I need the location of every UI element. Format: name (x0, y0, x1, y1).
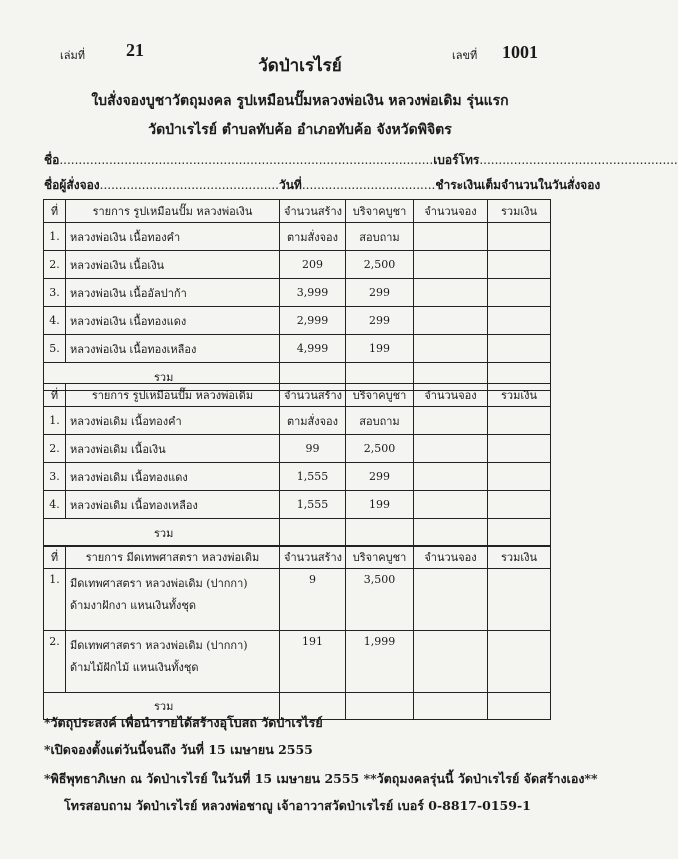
row-made: 191 (280, 631, 346, 693)
col-made: จำนวนสร้าง (280, 546, 346, 569)
col-no: ที่ (44, 384, 66, 407)
row-qty-input[interactable] (414, 307, 488, 335)
row-no: 4. (44, 307, 66, 335)
row-made: 209 (280, 251, 346, 279)
row-price: 2,500 (346, 435, 414, 463)
table-row (44, 631, 551, 693)
row-price: 3,500 (346, 569, 414, 631)
col-no: ที่ (44, 200, 66, 223)
row-total-input[interactable] (488, 569, 551, 631)
row-no: 2. (44, 251, 66, 279)
page-title: วัดป่าเรไรย์ (258, 56, 342, 76)
col-made: จำนวนสร้าง (280, 384, 346, 407)
row-item: หลวงพ่อเดิม เนื้อทองคำ (66, 407, 280, 435)
row-total-input[interactable] (488, 251, 551, 279)
phone-label: เบอร์โทร (433, 153, 480, 167)
row-made: 1,555 (280, 491, 346, 519)
row-made: 99 (280, 435, 346, 463)
col-total: รวมเงิน (488, 200, 551, 223)
row-total-input[interactable] (488, 335, 551, 363)
table-row (44, 435, 551, 463)
col-price: บริจาคบูชา (346, 200, 414, 223)
row-item: หลวงพ่อเงิน เนื้อทองคำ (66, 223, 280, 251)
row-item: หลวงพ่อเงิน เนื้อทองเหลือง (66, 335, 280, 363)
table-row (44, 569, 551, 631)
col-item: รายการ รูปเหมือนปั๊ม หลวงพ่อเงิน (66, 200, 280, 223)
phone-field[interactable]: .................................................... (479, 153, 678, 167)
row-qty-input[interactable] (414, 569, 488, 631)
table-row (44, 251, 551, 279)
table-row (44, 335, 551, 363)
row-no: 2. (44, 435, 66, 463)
table-row (44, 407, 551, 435)
row-qty-input[interactable] (414, 279, 488, 307)
book-number-label: เล่มที่ (60, 49, 86, 62)
orderer-label: ชื่อผู้สั่งจอง (44, 178, 100, 192)
total-qty-input[interactable] (414, 519, 488, 547)
col-item: รายการ รูปเหมือนปั๊ม หลวงพ่อเดิม (66, 384, 280, 407)
row-total-input[interactable] (488, 631, 551, 693)
row-item (66, 631, 280, 693)
row-item-line1: มีดเทพศาสตรา หลวงพ่อเดิม (ปากกา) (70, 577, 248, 590)
row-price: 1,999 (346, 631, 414, 693)
row-no: 5. (44, 335, 66, 363)
col-total: รวมเงิน (488, 384, 551, 407)
row-item (66, 569, 280, 631)
table-knife (43, 545, 551, 720)
row-total-input[interactable] (488, 223, 551, 251)
row-no: 2. (44, 631, 66, 693)
col-no: ที่ (44, 546, 66, 569)
table-row (44, 279, 551, 307)
row-total-input[interactable] (488, 435, 551, 463)
row-made: 2,999 (280, 307, 346, 335)
table-row (44, 463, 551, 491)
row-no: 1. (44, 223, 66, 251)
col-made: จำนวนสร้าง (280, 200, 346, 223)
row-item-line2: ด้ามงาฝักงา แหนเงินทั้งชุด (70, 599, 197, 612)
col-qty: จำนวนจอง (414, 384, 488, 407)
row-item-line2: ด้ามไม้ฝักไม้ แหนเงินทั้งชุด (70, 661, 199, 674)
name-field[interactable]: .................................................................................................. (59, 153, 434, 167)
table-total-row (44, 519, 551, 547)
table-row (44, 491, 551, 519)
table-luang-pho-doem (43, 383, 551, 547)
row-price: 199 (346, 335, 414, 363)
row-no: 3. (44, 279, 66, 307)
form-subtitle: ใบสั่งจองบูชาวัตถุมงคล รูปเหมือนปั๊มหลวงพ่อเงิน หลวงพ่อเดิม รุ่นแรก (91, 93, 509, 109)
note-purpose: *วัตถุประสงค์ เพื่อนำรายได้สร้างอุโบสถ วัดป่าเรไรย์ (44, 715, 323, 730)
row-total-input[interactable] (488, 491, 551, 519)
total-label: รวม (44, 519, 280, 547)
row-made: 1,555 (280, 463, 346, 491)
total-sum-input[interactable] (488, 519, 551, 547)
note-ceremony: *พิธีพุทธาภิเษก ณ วัดป่าเรไรย์ ในวันที่ 15 เมษายน 2555 **วัตถุมงคลรุ่นนี้ วัดป่าเรไรย์ จัดสร้างเอง** (44, 771, 598, 786)
note-contact: โทรสอบถาม วัดป่าเรไรย์ หลวงพ่อชาญู เจ้าอาวาสวัดป่าเรไรย์ เบอร์ 0-8817-0159-1 (64, 798, 531, 813)
row-no: 1. (44, 569, 66, 631)
row-made: 4,999 (280, 335, 346, 363)
row-price: สอบถาม (346, 223, 414, 251)
table-header-row (44, 384, 551, 407)
row-no: 1. (44, 407, 66, 435)
temple-address: วัดป่าเรไรย์ ตำบลทับค้อ อำเภอทับค้อ จังหวัดพิจิตร (148, 122, 452, 138)
row-price: 199 (346, 491, 414, 519)
row-price: 299 (346, 307, 414, 335)
note-booking-period: *เปิดจองตั้งแต่วันนี้จนถึง วันที่ 15 เมษายน 2555 (44, 742, 313, 757)
row-qty-input[interactable] (414, 335, 488, 363)
row-item: หลวงพ่อเงิน เนื้ออัลปาก้า (66, 279, 280, 307)
table-row (44, 307, 551, 335)
row-qty-input[interactable] (414, 223, 488, 251)
row-item: หลวงพ่อเดิม เนื้อทองแดง (66, 463, 280, 491)
row-item: หลวงพ่อเดิม เนื้อเงิน (66, 435, 280, 463)
col-qty: จำนวนจอง (414, 546, 488, 569)
row-price: 299 (346, 279, 414, 307)
col-price: บริจาคบูชา (346, 546, 414, 569)
row-total-input[interactable] (488, 307, 551, 335)
total-sum-input[interactable] (488, 693, 551, 720)
row-made: 3,999 (280, 279, 346, 307)
row-no: 3. (44, 463, 66, 491)
row-qty-input[interactable] (414, 491, 488, 519)
col-price: บริจาคบูชา (346, 384, 414, 407)
total-label: รวม (44, 693, 280, 720)
row-item-line1: มีดเทพศาสตรา หลวงพ่อเดิม (ปากกา) (70, 639, 248, 652)
row-made: 9 (280, 569, 346, 631)
row-price: 2,500 (346, 251, 414, 279)
date-label: วันที่ (278, 178, 302, 192)
name-phone-line (44, 151, 678, 170)
table-row (44, 223, 551, 251)
form-number: 1001 (502, 42, 538, 62)
row-total-input[interactable] (488, 407, 551, 435)
table-header-row (44, 546, 551, 569)
row-price: 299 (346, 463, 414, 491)
row-item: หลวงพ่อเดิม เนื้อทองเหลือง (66, 491, 280, 519)
orderer-field[interactable]: ............................................... (99, 178, 279, 192)
col-qty: จำนวนจอง (414, 200, 488, 223)
row-qty-input[interactable] (414, 463, 488, 491)
table-header-row (44, 200, 551, 223)
row-made: ตามสั่งจอง (280, 223, 346, 251)
date-field[interactable]: ................................... (301, 178, 436, 192)
row-total-input[interactable] (488, 463, 551, 491)
col-total: รวมเงิน (488, 546, 551, 569)
row-qty-input[interactable] (414, 251, 488, 279)
col-item: รายการ มีดเทพศาสตรา หลวงพ่อเดิม (66, 546, 280, 569)
row-qty-input[interactable] (414, 407, 488, 435)
orderer-date-line (44, 176, 600, 195)
total-qty-input[interactable] (414, 693, 488, 720)
payment-note: ชำระเงินเต็มจำนวนในวันสั่งจอง (435, 178, 601, 192)
row-qty-input[interactable] (414, 631, 488, 693)
row-total-input[interactable] (488, 279, 551, 307)
book-number: 21 (126, 40, 144, 60)
row-item: หลวงพ่อเงิน เนื้อเงิน (66, 251, 280, 279)
row-item: หลวงพ่อเงิน เนื้อทองแดง (66, 307, 280, 335)
row-made: ตามสั่งจอง (280, 407, 346, 435)
row-price: สอบถาม (346, 407, 414, 435)
name-label: ชื่อ (44, 153, 60, 167)
row-qty-input[interactable] (414, 435, 488, 463)
form-number-label: เลขที่ (452, 49, 478, 62)
total-label: รวม (44, 363, 280, 391)
row-no: 4. (44, 491, 66, 519)
table-luang-pho-ngoen (43, 199, 551, 391)
